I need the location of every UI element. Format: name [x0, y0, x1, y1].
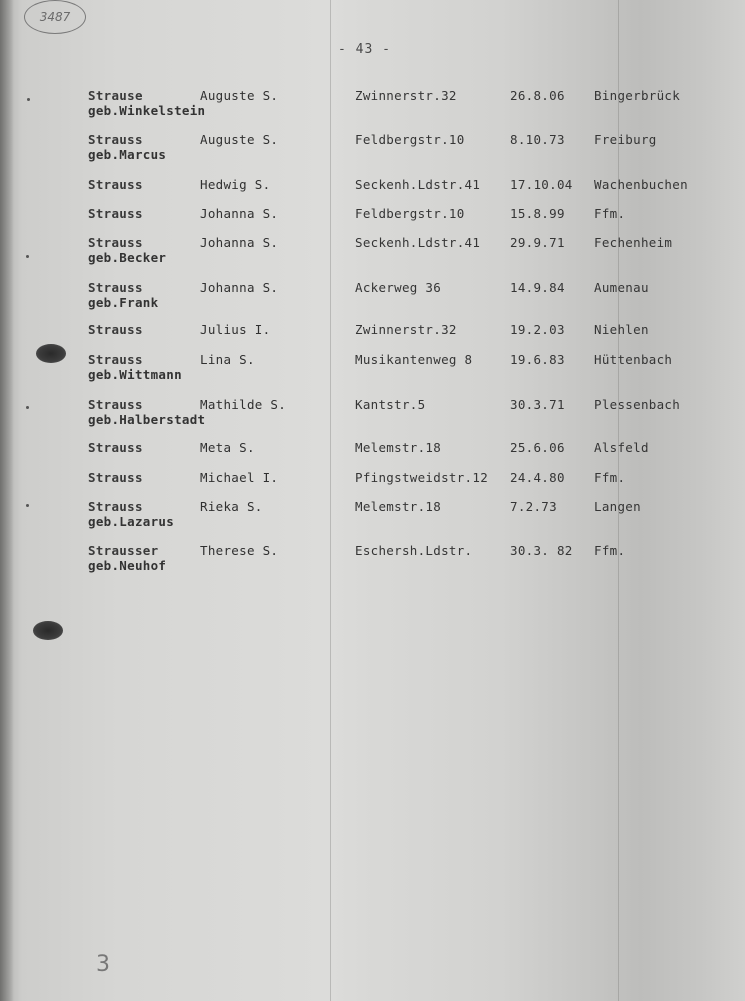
- birth-place: Fechenheim: [594, 235, 673, 250]
- birth-date: 15.8.99: [510, 206, 565, 221]
- birth-date: 29.9.71: [510, 235, 565, 250]
- surname: Strauss: [88, 470, 143, 485]
- table-row: [0, 499, 745, 539]
- surname: Strauss: [88, 132, 143, 147]
- first-name: Lina S.: [200, 352, 255, 367]
- birth-date: 25.6.06: [510, 440, 565, 455]
- first-name: Meta S.: [200, 440, 255, 455]
- birth-place: Bingerbrück: [594, 88, 681, 103]
- archive-stamp: 3487: [24, 0, 86, 34]
- surname: Strauss: [88, 352, 143, 367]
- first-name: Therese S.: [200, 543, 279, 558]
- birth-date: 30.3.71: [510, 397, 565, 412]
- table-row: [0, 280, 745, 320]
- surname: Strauss: [88, 206, 143, 221]
- table-row: [0, 397, 745, 437]
- birth-name: geb.Becker: [88, 250, 167, 265]
- birth-place: Langen: [594, 499, 641, 514]
- address: Eschersh.Ldstr.: [355, 543, 473, 558]
- first-name: Johanna S.: [200, 280, 279, 295]
- first-name: Julius I.: [200, 322, 271, 337]
- first-name: Auguste S.: [200, 88, 279, 103]
- address: Feldbergstr.10: [355, 132, 465, 147]
- birth-date: 19.2.03: [510, 322, 565, 337]
- handwritten-mark: 3: [96, 952, 110, 977]
- first-name: Auguste S.: [200, 132, 279, 147]
- birth-name: geb.Marcus: [88, 147, 167, 162]
- birth-place: Ffm.: [594, 470, 626, 485]
- punch-hole: [33, 621, 63, 640]
- address: Kantstr.5: [355, 397, 426, 412]
- address: Ackerweg 36: [355, 280, 442, 295]
- birth-place: Aumenau: [594, 280, 649, 295]
- birth-place: Freiburg: [594, 132, 657, 147]
- address: Melemstr.18: [355, 440, 442, 455]
- surname: Strauss: [88, 280, 143, 295]
- address: Seckenh.Ldstr.41: [355, 235, 481, 250]
- birth-date: 17.10.04: [510, 177, 573, 192]
- birth-date: 8.10.73: [510, 132, 565, 147]
- birth-place: Ffm.: [594, 543, 626, 558]
- surname: Strauss: [88, 397, 143, 412]
- surname: Strauss: [88, 177, 143, 192]
- first-name: Michael I.: [200, 470, 279, 485]
- surname: Strauss: [88, 440, 143, 455]
- first-name: Mathilde S.: [200, 397, 287, 412]
- address: Musikantenweg 8: [355, 352, 473, 367]
- address: Feldbergstr.10: [355, 206, 465, 221]
- birth-place: Ffm.: [594, 206, 626, 221]
- birth-name: geb.Neuhof: [88, 558, 167, 573]
- birth-place: Hüttenbach: [594, 352, 673, 367]
- birth-date: 24.4.80: [510, 470, 565, 485]
- surname: Strauss: [88, 235, 143, 250]
- first-name: Hedwig S.: [200, 177, 271, 192]
- birth-place: Alsfeld: [594, 440, 649, 455]
- table-row: [0, 235, 745, 275]
- surname: Strause: [88, 88, 143, 103]
- birth-place: Wachenbuchen: [594, 177, 688, 192]
- address: Seckenh.Ldstr.41: [355, 177, 481, 192]
- birth-date: 30.3. 82: [510, 543, 573, 558]
- first-name: Johanna S.: [200, 235, 279, 250]
- birth-place: Plessenbach: [594, 397, 681, 412]
- address: Pfingstweidstr.12: [355, 470, 489, 485]
- address: Zwinnerstr.32: [355, 322, 457, 337]
- page-number: - 43 -: [338, 42, 391, 57]
- birth-date: 19.6.83: [510, 352, 565, 367]
- surname: Strauss: [88, 322, 143, 337]
- birth-name: geb.Halberstadt: [88, 412, 206, 427]
- table-row: [0, 132, 745, 172]
- first-name: Rieka S.: [200, 499, 263, 514]
- first-name: Johanna S.: [200, 206, 279, 221]
- table-row: [0, 88, 745, 128]
- birth-date: 26.8.06: [510, 88, 565, 103]
- address: Melemstr.18: [355, 499, 442, 514]
- birth-name: geb.Wittmann: [88, 367, 182, 382]
- birth-place: Niehlen: [594, 322, 649, 337]
- surname: Strauss: [88, 499, 143, 514]
- birth-name: geb.Frank: [88, 295, 159, 310]
- surname: Strausser: [88, 543, 159, 558]
- table-row: [0, 543, 745, 583]
- table-row: [0, 352, 745, 392]
- birth-name: geb.Winkelstein: [88, 103, 206, 118]
- address: Zwinnerstr.32: [355, 88, 457, 103]
- birth-date: 7.2.73: [510, 499, 557, 514]
- birth-name: geb.Lazarus: [88, 514, 175, 529]
- birth-date: 14.9.84: [510, 280, 565, 295]
